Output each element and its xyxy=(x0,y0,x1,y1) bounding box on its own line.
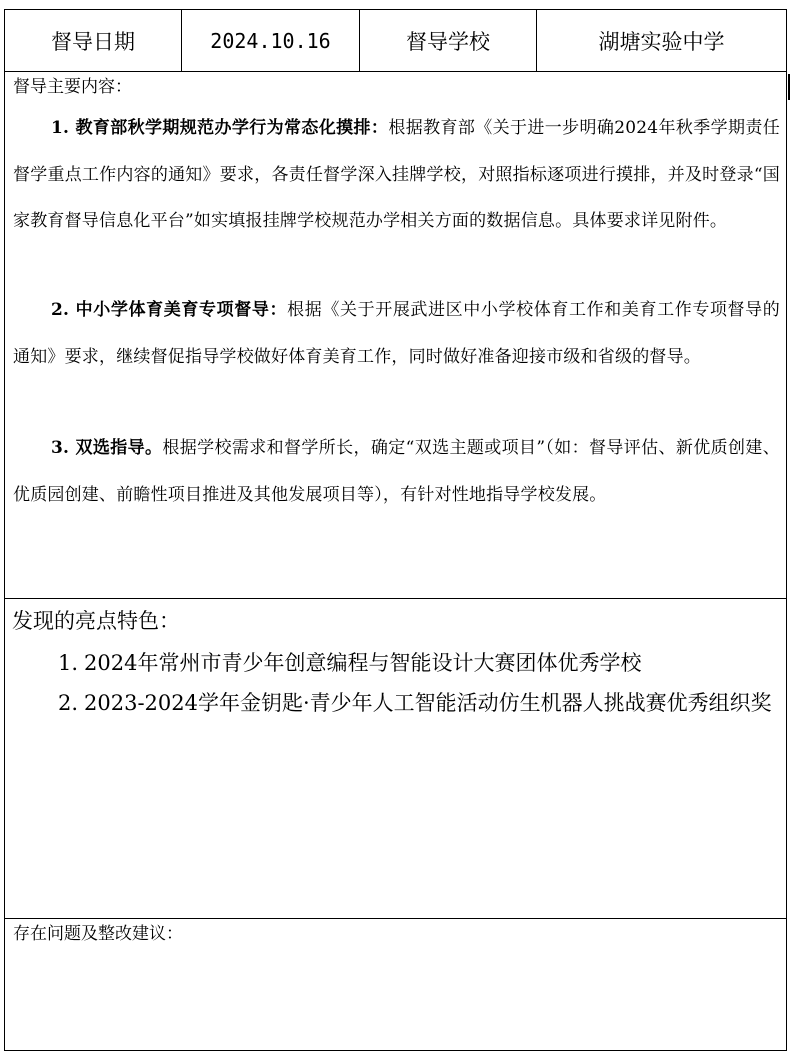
content-item-1-body: 根据教育部《关于进一步明确2024年秋季学期责任督学重点工作内容的通知》要求，各责任督学深入挂牌学校，对照指标逐项进行摸排，并及时登录“国家教育督导信息化平台”如实填报挂牌学校规范办学相关方面的数据信息。具体要求详见附件。 xyxy=(13,118,780,231)
issues-label: 存在问题及整改建议： xyxy=(13,924,183,944)
content-item-1 xyxy=(13,105,780,245)
content-item-3-title: 3. 双选指导。 xyxy=(51,438,163,458)
content-item-1-title: 1. 教育部秋学期规范办学行为常态化摸排： xyxy=(51,118,389,138)
highlight-item-2 xyxy=(58,683,782,723)
highlights-label: 发现的亮点特色： xyxy=(12,609,180,633)
highlight-item-1 xyxy=(58,643,782,683)
date-value: 2024.10.16 xyxy=(210,28,331,53)
main-content-label: 督导主要内容： xyxy=(13,77,132,97)
content-item-2-body: 根据《关于开展武进区中小学校体育工作和美育工作专项督导的通知》要求，继续督促指导学校做好体育美育工作，同时做好准备迎接市级和省级的督导。 xyxy=(13,300,780,367)
row-divider xyxy=(4,71,787,72)
highlight-item-2-text: 2023-2024学年金钥匙·青少年人工智能活动仿生机器人挑战赛优秀组织奖 xyxy=(84,691,772,715)
text-cursor xyxy=(788,74,790,100)
row-divider xyxy=(4,598,787,599)
school-value: 湖塘实验中学 xyxy=(598,29,725,54)
highlight-item-1-number: 1. xyxy=(58,651,79,675)
content-item-2 xyxy=(13,287,780,380)
content-item-3-body: 根据学校需求和督学所长，确定“双选主题或项目”（如：督导评估、新优质创建、优质园创建、前瞻性项目推进及其他发展项目等），有针对性地指导学校发展。 xyxy=(13,438,781,505)
highlight-item-1-text: 2024年常州市青少年创意编程与智能设计大赛团体优秀学校 xyxy=(84,651,642,675)
row-divider xyxy=(4,918,787,919)
content-item-2-title: 2. 中小学体育美育专项督导： xyxy=(51,300,288,320)
school-label: 督导学校 xyxy=(406,29,490,54)
content-item-3 xyxy=(13,425,780,518)
highlight-item-2-number: 2. xyxy=(58,691,79,715)
date-label: 督导日期 xyxy=(51,29,135,54)
